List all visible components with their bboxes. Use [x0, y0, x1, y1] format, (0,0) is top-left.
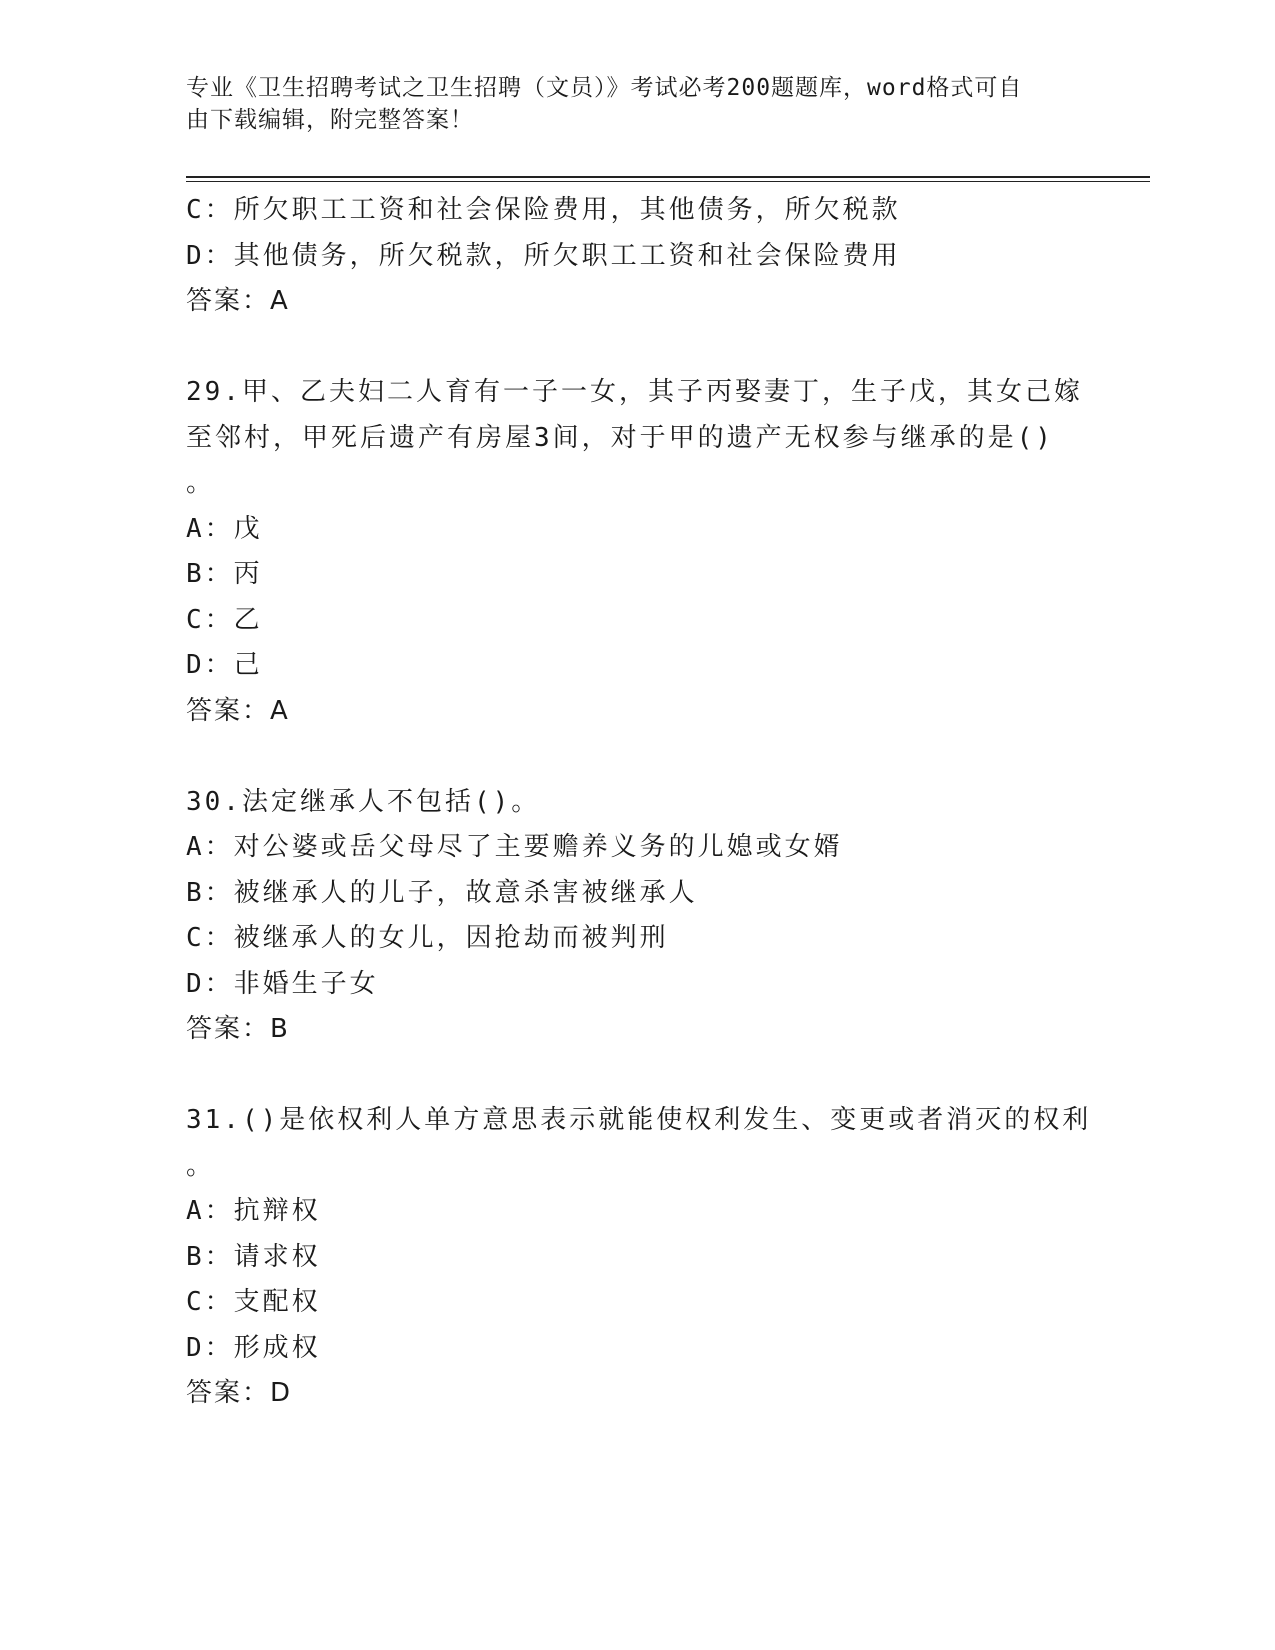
answer: 答案：B — [186, 1014, 290, 1044]
option-a: A：抗辩权 — [186, 1196, 321, 1226]
document-header — [186, 72, 1066, 136]
option-d: D：非婚生子女 — [186, 968, 379, 999]
question-30 — [186, 780, 1086, 1053]
option-d: D：其他债务，所欠税款，所欠职工工资和社会保险费用 — [186, 240, 901, 271]
header-rule-thick — [186, 176, 1150, 178]
option-b: B：丙 — [186, 559, 263, 589]
header-line-2: 由下载编辑，附完整答案！ — [186, 107, 474, 133]
spacer — [186, 325, 1086, 371]
header-rule-thin — [186, 181, 1150, 182]
question-28-tail — [186, 188, 1086, 325]
answer: 答案：A — [186, 695, 290, 726]
question-stem: 29.甲、乙夫妇二人育有一子一女，其子丙娶妻丁，生子戊，其女己嫁 — [186, 377, 1083, 407]
option-b: B：请求权 — [186, 1241, 321, 1272]
option-c: C：乙 — [186, 604, 263, 635]
spacer — [186, 1053, 1086, 1099]
answer: 答案：A — [186, 286, 290, 316]
question-stem: 31.()是依权利人单方意思表示就能使权利发生、变更或者消灭的权利 — [186, 1105, 1092, 1135]
option-d: D：己 — [186, 650, 263, 680]
option-a: A：戊 — [186, 513, 263, 544]
option-b: B：被继承人的儿子，故意杀害被继承人 — [186, 877, 698, 908]
question-stem: 。 — [186, 468, 216, 498]
question-31 — [186, 1098, 1092, 1417]
option-c: C：被继承人的女儿，因抢劫而被判刑 — [186, 923, 669, 953]
option-c: C：支配权 — [186, 1287, 321, 1317]
spacer — [186, 734, 1086, 780]
option-a: A：对公婆或岳父母尽了主要赡养义务的儿媳或女婿 — [186, 832, 843, 862]
option-c: C：所欠职工工资和社会保险费用，其他债务，所欠税款 — [186, 195, 901, 225]
question-stem: 。 — [186, 1150, 216, 1181]
header-line-1: 专业《卫生招聘考试之卫生招聘（文员）》考试必考200题题库，word格式可自 — [186, 75, 1023, 101]
question-29 — [186, 370, 1086, 734]
question-stem: 30.法定继承人不包括()。 — [186, 786, 541, 817]
question-list — [186, 188, 1092, 1417]
option-d: D：形成权 — [186, 1332, 321, 1363]
question-stem: 至邻村，甲死后遗产有房屋3间，对于甲的遗产无权参与继承的是() — [186, 422, 1054, 453]
answer: 答案：D — [186, 1378, 293, 1408]
